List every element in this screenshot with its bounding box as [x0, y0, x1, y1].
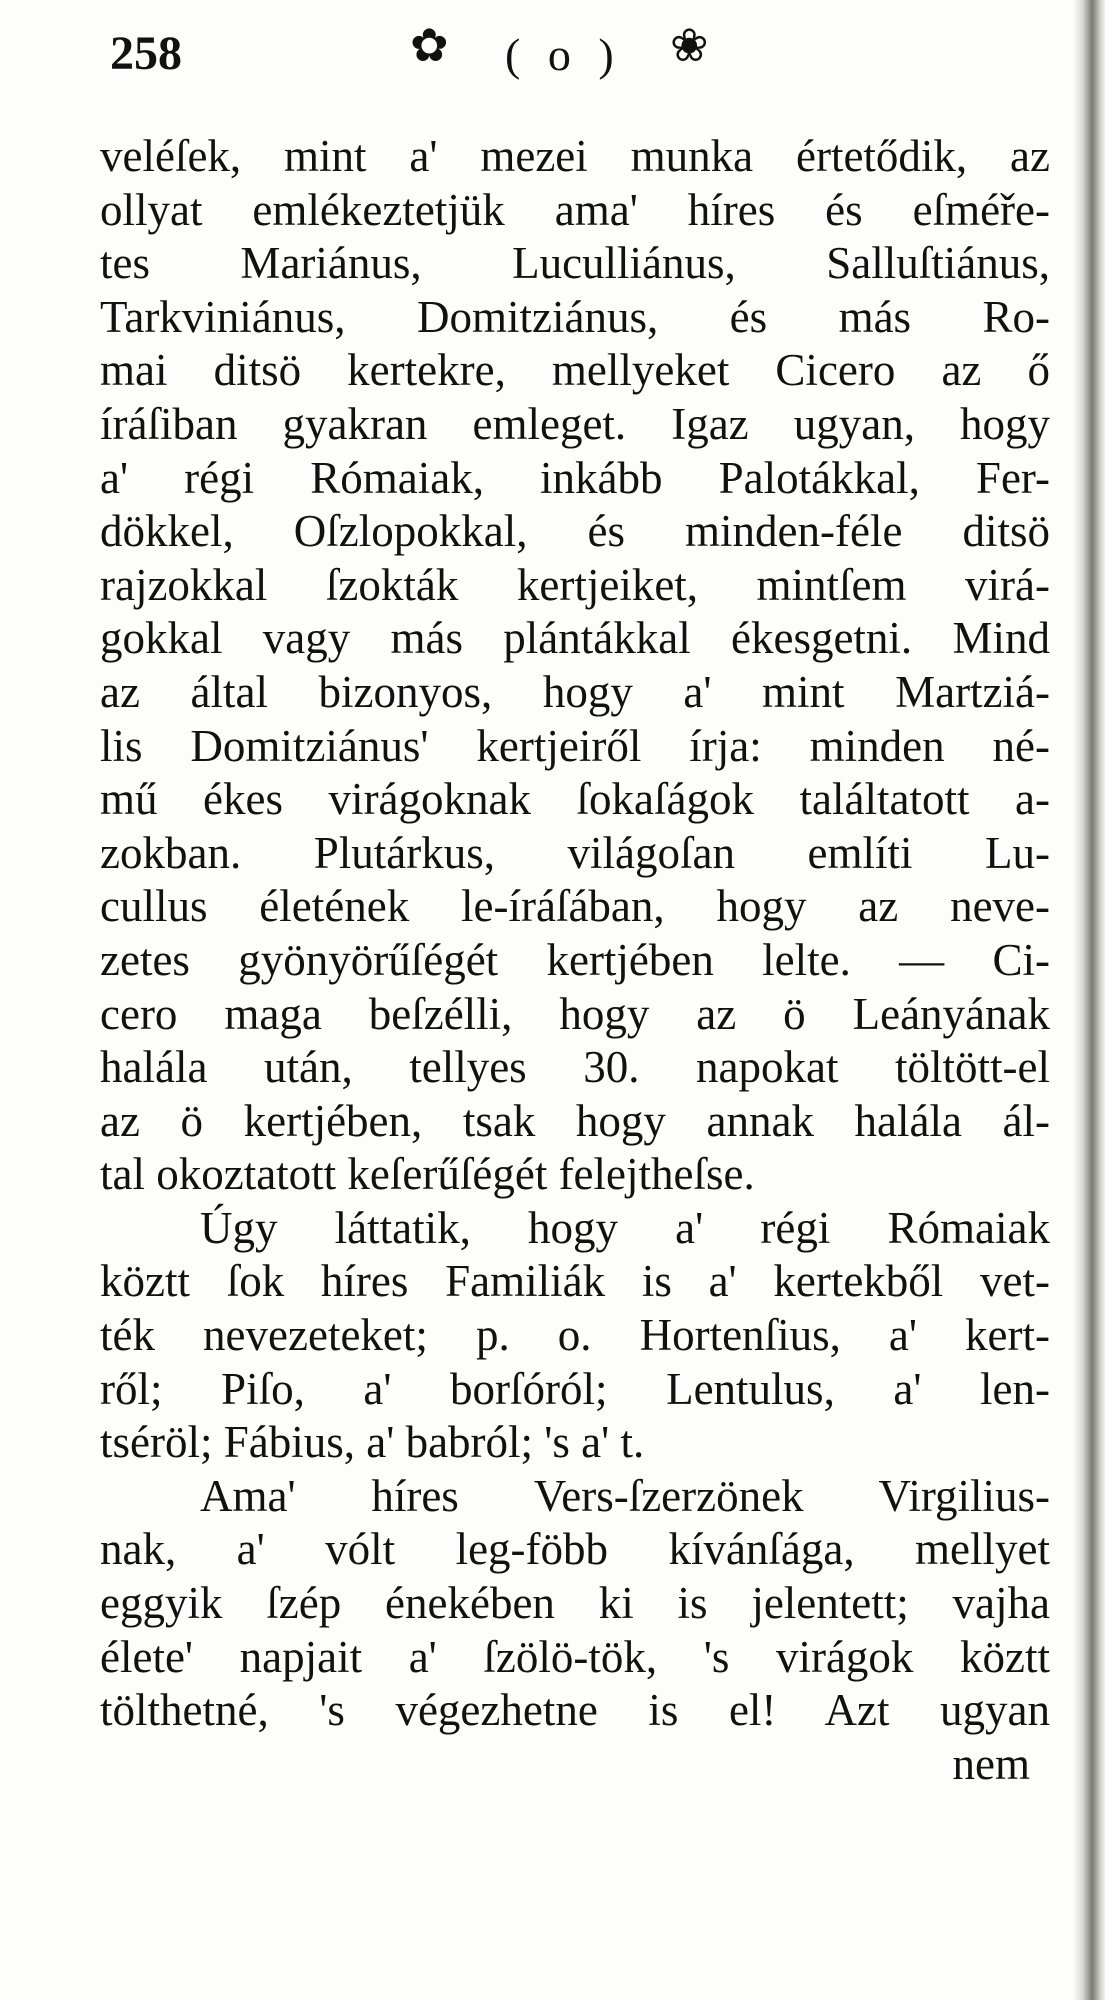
- text-line: ték nevezeteket; p. o. Hortenſius, a' kert-: [100, 1310, 1050, 1361]
- body-text: [100, 130, 1050, 1791]
- text-line: lis Domitziánus' kertjeiről írja: minden né-: [100, 720, 1050, 771]
- text-line: a' régi Rómaiak, inkább Palotákkal, Fer-: [100, 452, 1050, 503]
- text-line: az által bizonyos, hogy a' mint Martziá-: [100, 666, 1050, 717]
- text-line: íráſiban gyakran emleget. Igaz ugyan, hogy: [100, 398, 1050, 449]
- text-line: Ama' híres Vers-ſzerzönek Virgilius-: [200, 1470, 1050, 1521]
- page-header: [110, 18, 810, 88]
- text-line: Tarkviniánus, Domitziánus, és más Ro-: [100, 291, 1050, 342]
- text-line: tséröl; Fábius, a' babról; 's a' t.: [100, 1417, 645, 1468]
- text-line: veléſek, mint a' mezei munka értetődik, az: [100, 131, 1050, 181]
- text-line: rajzokkal ſzokták kertjeiket, mintſem virá-: [100, 559, 1050, 610]
- text-line: nak, a' vólt leg-föbb kívánſága, mellyet: [100, 1524, 1050, 1575]
- text-line: tal okoztatott keſerűſégét felejtheſse.: [100, 1149, 755, 1200]
- catchword: nem: [952, 1738, 1030, 1789]
- text-line: gokkal vagy más plántákkal ékesgetni. Mind: [100, 613, 1050, 664]
- text-line: tes Mariánus, Luculliánus, Salluſtiánus,: [100, 238, 1050, 289]
- text-line: zokban. Plutárkus, világoſan említi Lu-: [100, 827, 1050, 878]
- text-line: mű ékes virágoknak ſokaſágok találtatott a-: [100, 774, 1050, 825]
- text-line: Úgy láttatik, hogy a' régi Rómaiak: [200, 1202, 1050, 1253]
- text-line: zetes gyönyörűſégét kertjében lelte. — Ci-: [100, 934, 1050, 985]
- text-line: köztt ſok híres Familiák is a' kertekből vet-: [100, 1256, 1050, 1307]
- text-line: halála után, tellyes 30. napokat töltött-el: [100, 1042, 1050, 1093]
- text-line: eggyik ſzép énekében ki is jelentett; vajha: [100, 1578, 1050, 1629]
- right-floral-ornament-icon: ❀: [670, 18, 709, 72]
- page-number: 258: [110, 27, 182, 80]
- text-line: cero maga beſzélli, hogy az ö Leányának: [100, 988, 1050, 1039]
- header-title: ( o ): [505, 29, 622, 80]
- text-line: az ö kertjében, tsak hogy annak halála ál-: [100, 1095, 1050, 1146]
- text-line: élete' napjait a' ſzölö-tök, 's virágok köztt: [100, 1631, 1050, 1682]
- text-line: mai ditsö kertekre, mellyeket Cicero az ő: [100, 345, 1050, 396]
- text-line: cullus életének le-íráſában, hogy az neve-: [100, 881, 1050, 932]
- text-line: tölthetné, 's végezhetne is el! Azt ugyan: [100, 1685, 1050, 1736]
- text-line: ről; Piſo, a' borſóról; Lentulus, a' len-: [100, 1363, 1050, 1414]
- text-line: dökkel, Oſzlopokkal, és minden-féle ditsö: [100, 506, 1050, 557]
- left-floral-ornament-icon: ✿: [410, 18, 449, 72]
- page-edge-shadow: [1073, 0, 1105, 2000]
- text-line: ollyat emlékeztetjük ama' híres és eſméře-: [100, 184, 1050, 235]
